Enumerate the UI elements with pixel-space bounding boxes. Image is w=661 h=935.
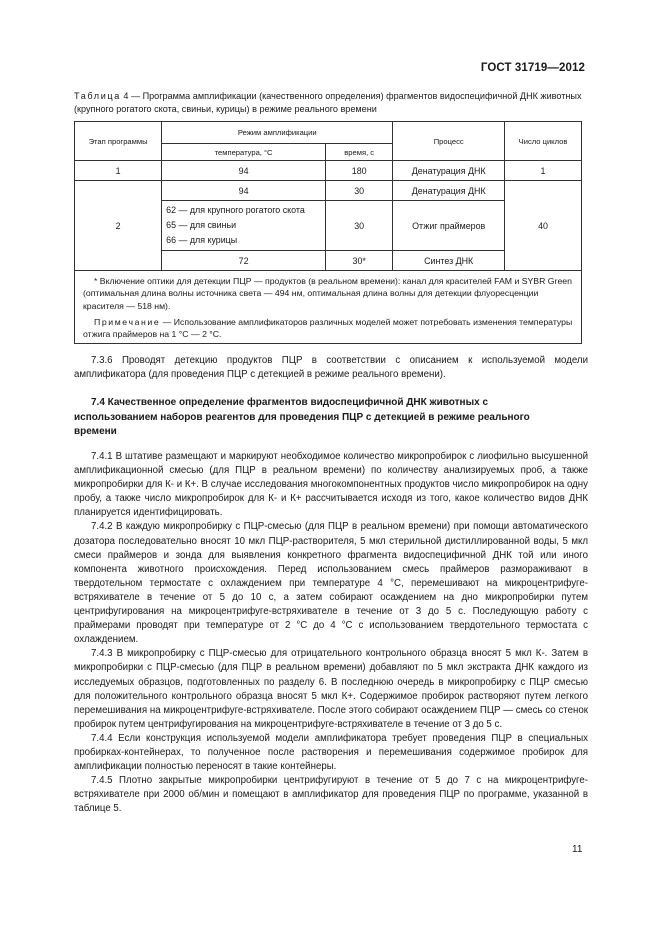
header-stage: Этап программы <box>75 122 162 161</box>
table-notes <box>75 271 582 344</box>
table-caption <box>74 90 588 115</box>
paragraph-7-4-1: 7.4.1 В штативе размещают и маркируют необходимое количество микропробирок с лиофильно высушенной амплификационной смесью (для ПЦР в реальном времени) по количеству анализируемых проб, а также микропробирки для К- и К+. В случае исследования многокомпонентных продуктов число микропробирок на одну пробу, а также число микропробирок для К- и К+ рассчитывается исходя из того, какое количество видов ДНК планируется идентифицировать. <box>74 451 588 519</box>
header-mode: Режим амплификации <box>162 122 393 144</box>
table-row <box>75 181 582 201</box>
table-notes-row <box>75 271 582 344</box>
cell-process: Денатурация ДНК <box>393 161 505 181</box>
cell-cycles: 1 <box>505 161 582 181</box>
cell-stage: 2 <box>75 181 162 271</box>
annealing-temp-chicken: 66 — для курицы <box>166 235 238 245</box>
cell-temperature: 94 <box>162 181 326 201</box>
cell-temperature-annealing <box>162 201 326 251</box>
cell-stage: 1 <box>75 161 162 181</box>
paragraph-group-top <box>74 354 588 382</box>
document-header: ГОСТ 31719—2012 <box>480 62 585 74</box>
section-title <box>74 396 544 440</box>
cell-time: 30 <box>326 181 393 201</box>
paragraph-7-3-6: 7.3.6 Проводят детекцию продуктов ПЦР в соответствии с описанием к используемой модели амплификатора (для проведения ПЦР с детекцией в режиме реального времени). <box>74 355 588 381</box>
cell-cycles: 40 <box>505 181 582 271</box>
note-label: Примечание <box>94 316 161 327</box>
header-time: время, с <box>326 144 393 161</box>
page-number: 11 <box>572 844 583 855</box>
cell-process: Денатурация ДНК <box>393 181 505 201</box>
annealing-temp-cattle: 62 — для крупного рогатого скота <box>166 205 305 215</box>
cell-time: 30 <box>326 201 393 251</box>
header-process: Процесс <box>393 122 505 161</box>
table-caption-text: 4 — Программа амплификации (качественного определения) фрагментов видоспецифичной ДНК животных (крупного рогатого скота, свиньи, курицы) в режиме реального времени <box>74 91 582 114</box>
table-row <box>75 161 582 181</box>
cell-process: Синтез ДНК <box>393 251 505 271</box>
paragraph-7-4-2: 7.4.2 В каждую микропробирку с ПЦР-смесью (для ПЦР в реальном времени) при помощи автоматического дозатора последовательно вносят 10 мкл ПЦР-растворителя, 5 мкл стерильной дистиллированной воды, 5 мкл смеси праймеров и зонда для выявления конкретного фрагмента видоспецифичной ДНК той или иного компонента животного происхождения. Перед использованием смесь праймеров размораживают в твердотельном термостате с охлаждением при температуре 4 °С, перемешивают на микроцентрифуге-встряхивателе в течение от 5 до 10 с, а затем собирают осаждением на дно микропробирки путем центрифугирования на микроцентрифуге-встряхивателе в течение от 3 до 5 с. Последующую работу с праймерами проводят при температуре от 2 °С до 4 °С с использованием твердотельного термостата с охлаждением. <box>74 521 588 646</box>
cell-time: 30* <box>326 251 393 271</box>
section-title-text: 7.4 Качественное определение фрагментов видоспецифичной ДНК животных с использованием наборов реагентов для проведения ПЦР с детекцией в режиме реального времени <box>74 397 530 438</box>
paragraph-7-4-5: 7.4.5 Плотно закрытые микропробирки центрифугируют в течение от 5 до 7 с на микроцентрифуге-встряхивателе при 2000 об/мин и помещают в амплификатор для проведения ПЦР по программе, указанной в таблице 5. <box>74 775 588 815</box>
header-temperature: температура, °С <box>162 144 326 161</box>
cell-temperature: 72 <box>162 251 326 271</box>
table-note <box>83 316 575 341</box>
table-footnote: * Включение оптики для детекции ПЦР — продуктов (в реальном времени): канал для красителей FAM и SYBR Green (оптимальная длина волны источника света — 494 нм, оптимальная длина волны для детекции флуоресценции красителя — 518 нм). <box>83 276 572 311</box>
paragraph-7-4-4: 7.4.4 Если конструкция используемой модели амплификатора требует проведения ПЦР в специальных пробирках-контейнерах, то полученное после растворения и перемешивания содержимое пробирок для амплификации полностью переносят в такие контейнеры. <box>74 732 588 773</box>
annealing-temp-pig: 65 — для свиньи <box>166 220 237 230</box>
paragraph-group-main <box>74 450 588 816</box>
note-text: — Использование амплификаторов различных моделей может потребовать изменения температуры отжига праймеров на 1 °С — 2 °С. <box>83 316 573 340</box>
cell-time: 180 <box>326 161 393 181</box>
cell-process: Отжиг праймеров <box>393 201 505 251</box>
amplification-table <box>74 121 582 344</box>
paragraph-7-4-3: 7.4.3 В микропробирку с ПЦР-смесью для отрицательного контрольного образца вносят 5 мкл К-. Затем в микропробирки с ПЦР-смесью (для ПЦР в реальном времени) добавляют по 5 мкл экстракта ДНК каждого из исследуемых образцов, подготовленных по разделу 6. В последнюю очередь в микропробирку с ПЦР смесью для положительного контрольного образца вносят 5 мкл К+. Содержимое пробирок растворяют путем легкого перемешивания на микроцентрифуге-встряхивателе. После этого собирают осаждением ПЦР — смесь со стенок пробирок путем центрифугирования на микроцентрифуге-встряхивателе в течение от 3 до 5 с. <box>74 648 588 730</box>
table-caption-label: Таблица <box>74 91 121 101</box>
cell-temperature: 94 <box>162 161 326 181</box>
header-cycles: Число циклов <box>505 122 582 161</box>
